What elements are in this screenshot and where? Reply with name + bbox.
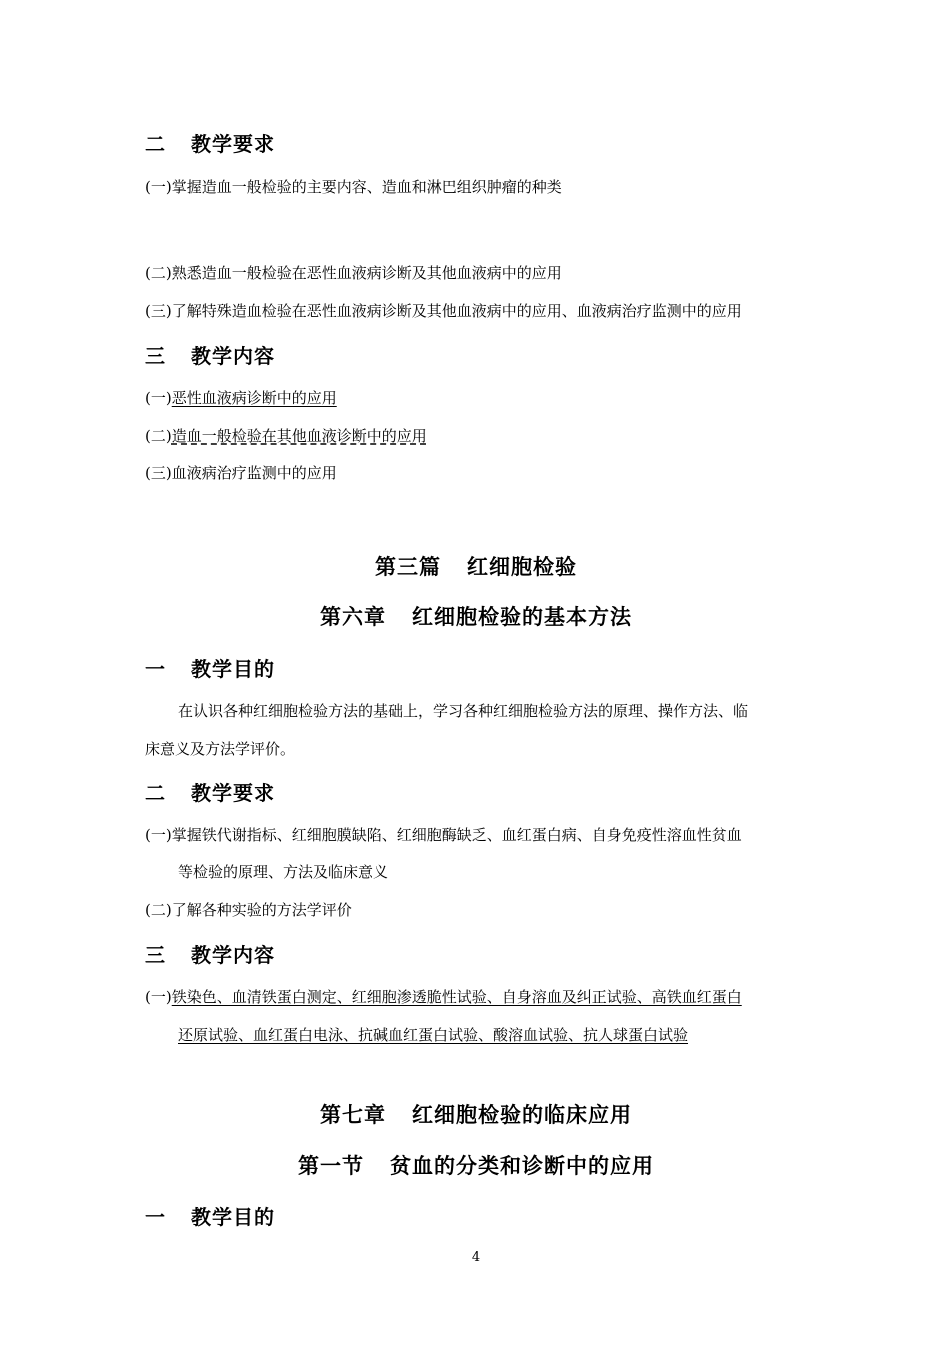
item-label: (二) [145, 264, 172, 282]
heading-text: 教学要求 [191, 132, 275, 156]
item-text: 掌握铁代谢指标、红细胞膜缺陷、红细胞酶缺乏、血红蛋白病、自身免疫性溶血性贫血 [171, 826, 742, 844]
part-title [0, 551, 952, 581]
item-label: (二) [145, 901, 172, 919]
chapter-number: 第七章 [320, 1102, 386, 1127]
heading-number: 一 [145, 1205, 166, 1229]
list-item [145, 300, 742, 321]
section-title [0, 1150, 952, 1180]
list-item [145, 387, 337, 408]
chapter-text: 红细胞检验的临床应用 [412, 1102, 632, 1127]
item-text: 了解特殊造血检验在恶性血液病诊断及其他血液病中的应用、血液病治疗监测中的应用 [171, 302, 742, 320]
section-heading-requirements [145, 777, 275, 806]
page-number: 4 [471, 1250, 481, 1265]
item-text: 铁染色、血清铁蛋白测定、红细胞渗透脆性试验、自身溶血及纠正试验、高铁血红蛋白 [171, 988, 742, 1006]
item-label: (三) [145, 464, 172, 482]
part-text: 红细胞检验 [467, 554, 577, 579]
section-heading-content [145, 939, 275, 968]
heading-text: 教学要求 [191, 781, 275, 805]
item-label: (三) [145, 302, 172, 320]
list-item [145, 176, 562, 197]
item-text: 血液病治疗监测中的应用 [171, 464, 337, 482]
heading-text: 教学目的 [191, 657, 275, 681]
item-label: (一) [145, 178, 172, 196]
item-text: 掌握造血一般检验的主要内容、造血和淋巴组织肿瘤的种类 [171, 178, 562, 196]
section-heading-purpose [145, 653, 275, 682]
part-number: 第三篇 [375, 554, 441, 579]
list-item-continuation [178, 1024, 688, 1045]
item-text: 恶性血液病诊断中的应用 [171, 389, 337, 407]
item-label: (一) [145, 389, 172, 407]
item-text: 了解各种实验的方法学评价 [171, 901, 352, 919]
item-label: (二) [145, 427, 172, 445]
heading-number: 二 [145, 781, 166, 805]
section-text: 贫血的分类和诊断中的应用 [390, 1153, 654, 1178]
heading-number: 一 [145, 657, 166, 681]
list-item [145, 899, 352, 920]
chapter-number: 第六章 [320, 604, 386, 629]
item-text: 熟悉造血一般检验在恶性血液病诊断及其他血液病中的应用 [171, 264, 562, 282]
item-label: (一) [145, 826, 172, 844]
list-item [145, 262, 562, 283]
heading-text: 教学内容 [191, 943, 275, 967]
item-text: 还原试验、血红蛋白电泳、抗碱血红蛋白试验、酸溶血试验、抗人球蛋白试验 [178, 1026, 689, 1044]
item-label: (一) [145, 988, 172, 1006]
chapter-title [0, 601, 952, 631]
list-item-continuation: 等检验的原理、方法及临床意义 [178, 863, 389, 881]
item-text: 造血一般检验在其他血液诊断中的应用 [171, 427, 427, 445]
paragraph-line: 在认识各种红细胞检验方法的基础上，学习各种红细胞检验方法的原理、操作方法、临 [178, 702, 749, 720]
chapter-title [0, 1099, 952, 1129]
heading-number: 二 [145, 132, 166, 156]
list-item [145, 425, 427, 446]
list-item [145, 986, 742, 1007]
section-number: 第一节 [298, 1153, 364, 1178]
heading-text: 教学内容 [191, 344, 275, 368]
list-item [145, 462, 337, 483]
heading-text: 教学目的 [191, 1205, 275, 1229]
list-item [145, 824, 742, 845]
section-heading-purpose [145, 1201, 275, 1230]
heading-number: 三 [145, 344, 166, 368]
section-heading-requirements [145, 128, 275, 157]
heading-number: 三 [145, 943, 166, 967]
chapter-text: 红细胞检验的基本方法 [412, 604, 632, 629]
section-heading-content [145, 340, 275, 369]
paragraph-line: 床意义及方法学评价。 [145, 740, 296, 758]
